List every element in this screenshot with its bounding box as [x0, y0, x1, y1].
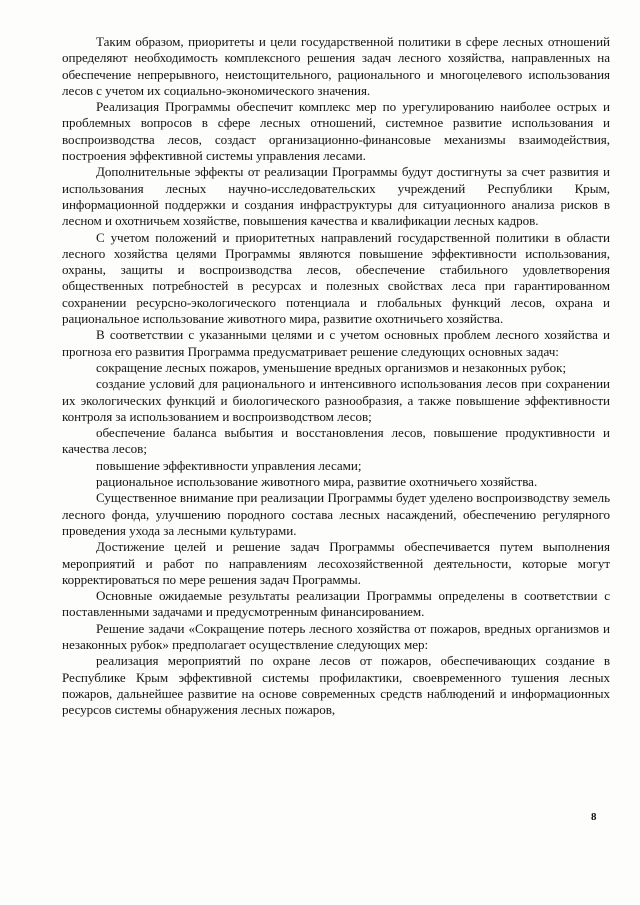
- paragraph-measures-intro: Решение задачи «Сокращение потерь лесного хозяйства от пожаров, вредных организмов и незаконных рубок» предполагает осуществление следующих мер:: [62, 620, 610, 652]
- paragraph-achievement: Достижение целей и решение задач Программы обеспечивается путем выполнения мероприятий и работ по направлениям лесохозяйственной деятельности, которые могут корректироваться по мере решения задач Программы.: [62, 539, 610, 587]
- task-item: повышение эффективности управления лесами;: [96, 457, 362, 473]
- paragraph-tasks-intro: В соответствии с указанными целями и с учетом основных проблем лесного хозяйства и прогноза его развития Программа предусматривает решение следующих основных задач:: [62, 327, 610, 359]
- task-item: сокращение лесных пожаров, уменьшение вредных организмов и незаконных рубок;: [96, 359, 567, 375]
- measure-item: реализация мероприятий по охране лесов от пожаров, обеспечивающих создание в Республике Крым эффективной системы профилактики, своевременного тушения лесных пожаров, дальнейшее развитие на основе современных средств наблюдений и информационных ресурсов системы обнаружения лесных пожаров,: [62, 653, 610, 718]
- paragraph-additional-effects: Дополнительные эффекты от реализации Программы будут достигнуты за счет развития и использования лесных научно-исследовательских учреждений Республики Крым, информационной поддержки и создания инфраструктуры для ситуационного анализа рисков в лесном и охотничьем хозяйстве, повышения качества и квалификации лесных кадров.: [62, 164, 610, 229]
- paragraph-program-implementation: Реализация Программы обеспечит комплекс мер по урегулированию наиболее острых и проблемных вопросов в сфере лесных отношений, системное развитие использования и воспроизводства лесов, создаст организационно-финансовые механизмы взаимодействия, построения эффективной системы управления лесами.: [62, 99, 610, 164]
- task-item: создание условий для рационального и интенсивного использования лесов при сохранении их экологических функций и биологического разнообразия, а также повышение эффективности контроля за использованием и воспроизводством лесов;: [62, 376, 610, 424]
- page-number: 8: [591, 811, 597, 823]
- document-body: [62, 34, 610, 718]
- task-item: обеспечение баланса выбытия и восстановления лесов, повышение продуктивности и качества лесов;: [62, 425, 610, 457]
- task-item: рациональное использование животного мира, развитие охотничьего хозяйства.: [96, 474, 538, 490]
- paragraph-reproduction-focus: Существенное внимание при реализации Программы будет уделено воспроизводству земель лесного фонда, улучшению породного состава лесных насаждений, обеспечению регулярного проведения ухода за лесными культурами.: [62, 490, 610, 538]
- paragraph-expected-results: Основные ожидаемые результаты реализации Программы определены в соответствии с поставленными задачами и предусмотренным финансированием.: [62, 588, 610, 620]
- paragraph-priorities: Таким образом, приоритеты и цели государственной политики в сфере лесных отношений определяют необходимость комплексного решения задач лесного хозяйства, направленных на обеспечение непрерывного, неистощительного, рационального и многоцелевого использования лесов с учетом их социально-экономического значения.: [62, 34, 610, 98]
- paragraph-program-goals: С учетом положений и приоритетных направлений государственной политики в области лесного хозяйства целями Программы являются повышение эффективности использования, охраны, защиты и воспроизводства лесов, обеспечение стабильного удовлетворения общественных потребностей в ресурсах и полезных свойствах леса при гарантированном сохранении ресурсно-экологического потенциала и глобальных функций лесов, охрана и рациональное использование животного мира, развитие охотничьего хозяйства.: [62, 229, 610, 327]
